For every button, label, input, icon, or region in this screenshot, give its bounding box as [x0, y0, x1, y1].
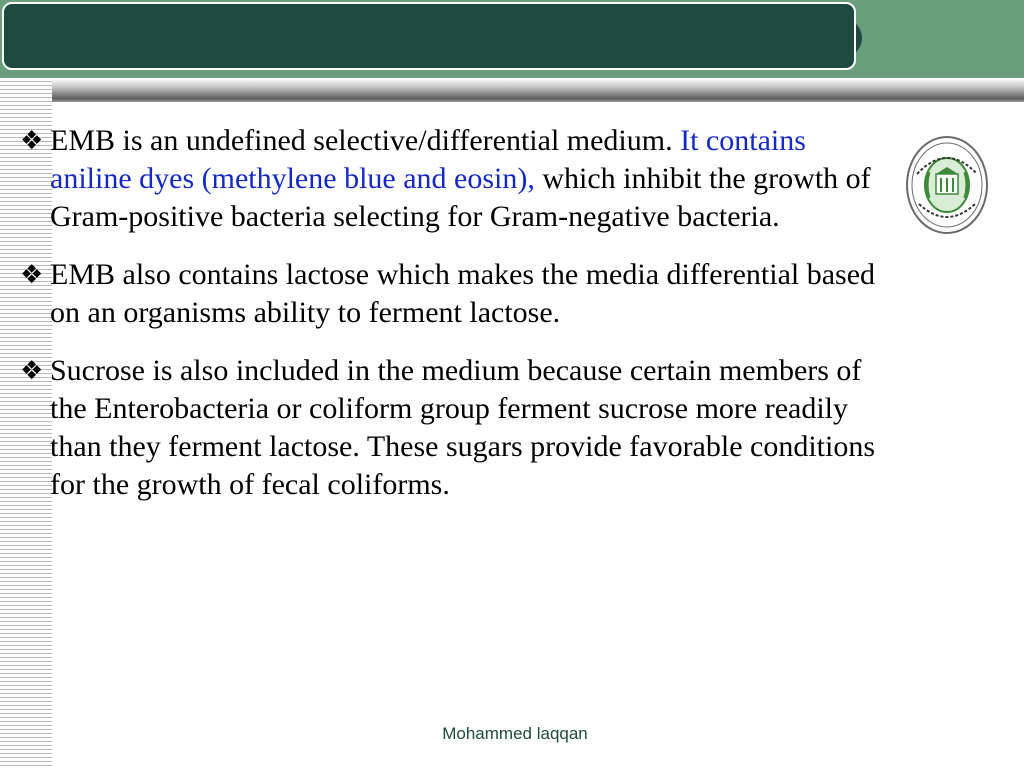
bullet-text: EMB is an undefined selective/differential medium. — [50, 124, 681, 157]
bullet-text: EMB also contains lactose which makes the media differential based on an organisms ability to ferment lactose. — [50, 258, 876, 329]
bullet-highlight-text: It contains aniline dyes (methylene blue and eosin), — [50, 124, 806, 195]
footer-author: Mohammed laqqan — [442, 724, 588, 743]
bullet-text: Sucrose is also included in the medium because certain members of the Enterobacteria or coliform group ferment sucrose more readily than they ferment lactose. These sugars provide favorable conditions for the growth of fecal coliforms. — [50, 354, 876, 501]
slide-body — [20, 122, 890, 524]
header-divider — [0, 80, 1024, 102]
bullet-item-lactose — [20, 256, 890, 332]
bullet-diamond-icon: ❖ — [20, 356, 44, 386]
university-seal-icon — [905, 134, 989, 236]
bullet-text: which inhibit the growth of Gram-positive bacteria selecting for Gram-negative bacteria. — [50, 162, 871, 233]
title-bar — [2, 2, 856, 70]
bullet-item-emb — [20, 122, 890, 236]
bullet-diamond-icon: ❖ — [20, 260, 44, 290]
bullet-diamond-icon: ❖ — [20, 126, 44, 156]
bullet-item-sucrose — [20, 352, 890, 504]
